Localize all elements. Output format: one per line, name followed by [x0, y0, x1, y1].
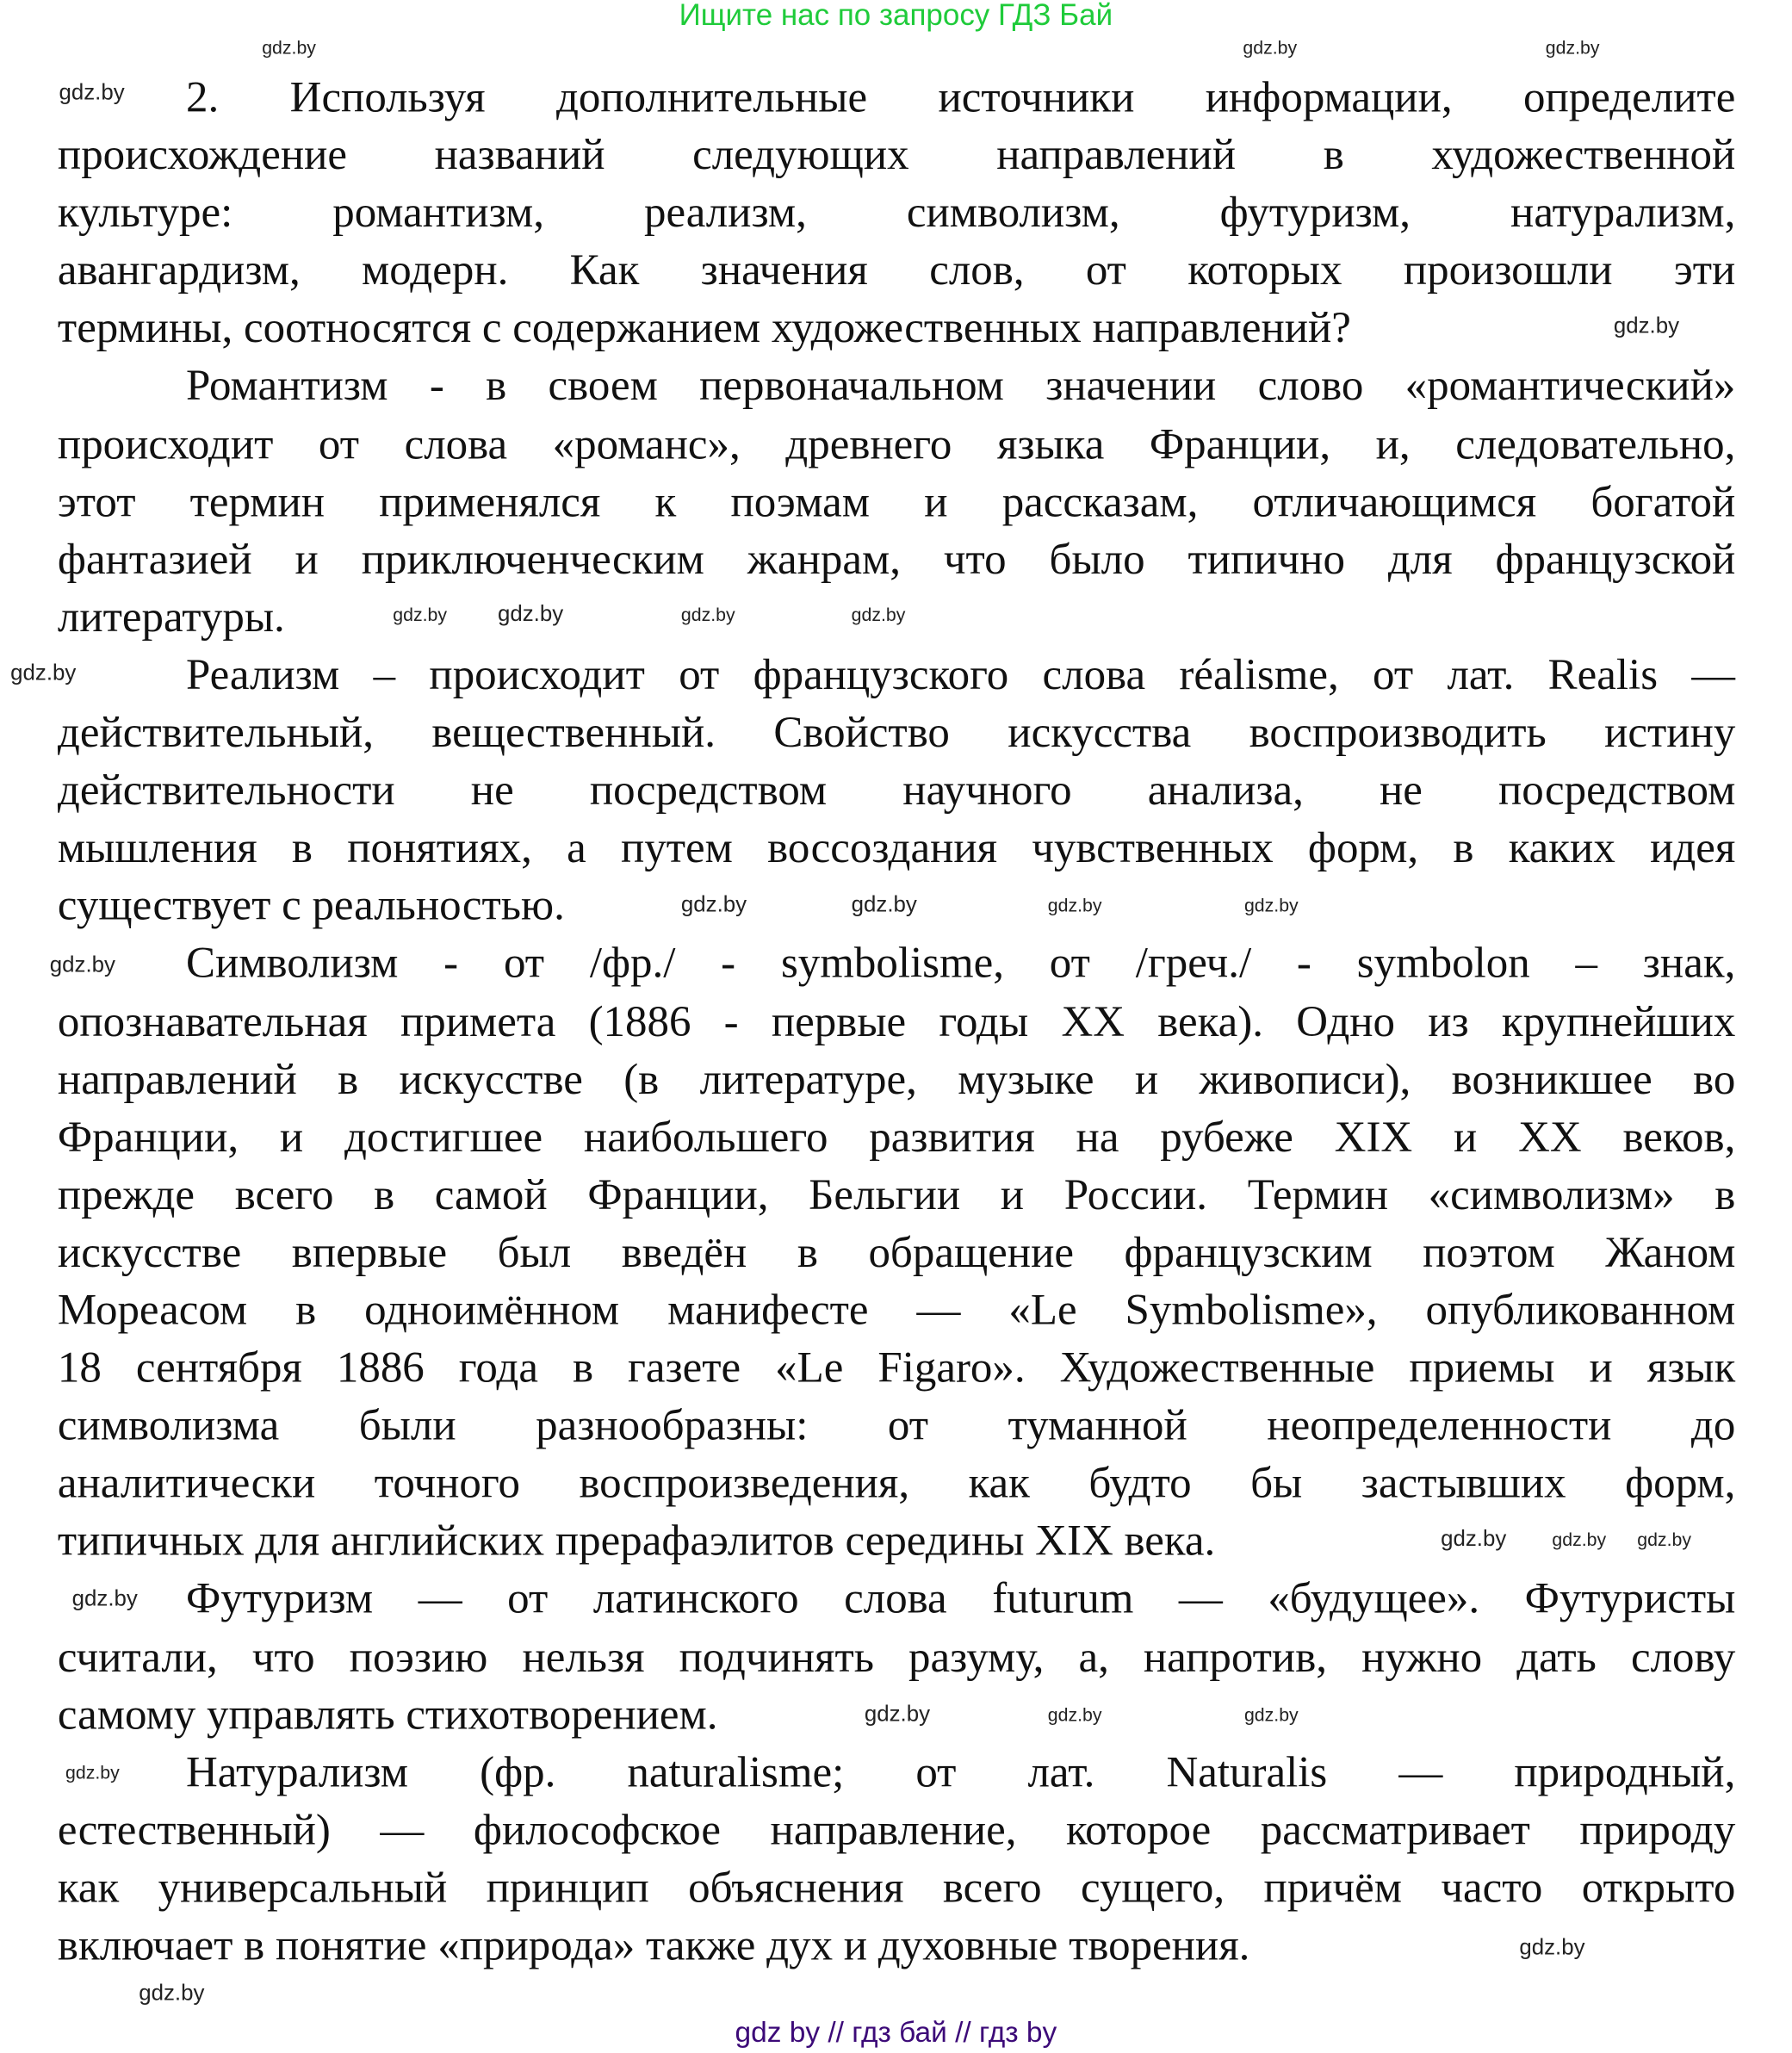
watermark: gdz.by — [851, 891, 917, 917]
text-line: культуре: романтизм, реализм, символизм, футуризм, натурализм, — [57, 189, 1736, 238]
text-line: искусстве впервые был введён в обращение французским поэтом Жаном — [57, 1228, 1736, 1277]
text-line: Мореасом в одноимённом манифесте — «Le Symbolisme», опубликованном — [57, 1286, 1736, 1335]
watermark: gdz.by — [59, 79, 125, 105]
text-line: фантазией и приключенческим жанрам, что было типично для французской — [57, 535, 1736, 584]
watermark: gdz.by — [864, 1701, 931, 1727]
watermark: gdz.by — [1552, 1529, 1607, 1550]
text-line: мышления в понятиях, а путем воссоздания чувственных форм, в каких идея — [57, 824, 1736, 873]
text-line: Символизм - от /фр./ - symbolisme, от /греч./ - symbolon – знак, — [185, 940, 1736, 989]
document-body — [58, 70, 1735, 1975]
watermark: gdz.by — [262, 36, 316, 58]
text-line: Франции, и достигшее наибольшего развития на рубеже XIX и XX веков, — [57, 1113, 1736, 1162]
watermark: gdz.by — [1243, 894, 1299, 916]
text-line: 18 сентября 1886 года в газете «Le Figaro». Художественные приемы и язык — [57, 1343, 1736, 1392]
text-line: опознавательная примета (1886 - первые годы XX века). Одно из крупнейших — [57, 997, 1736, 1046]
text-line: этот термин применялся к поэмам и рассказам, отличающимся богатой — [57, 477, 1736, 526]
watermark: gdz.by — [1613, 313, 1680, 338]
watermark: gdz.by — [65, 1761, 120, 1783]
text-line: авангардизм, модерн. Как значения слов, от которых произошли эти — [57, 246, 1736, 295]
watermark: gdz.by — [393, 604, 448, 625]
watermark: gdz.by — [1637, 1529, 1691, 1550]
watermark: gdz.by — [1047, 1703, 1102, 1726]
watermark: gdz.by — [139, 1980, 205, 2006]
text-line: существует с реальностью. — [57, 882, 565, 931]
text-line: аналитически точного воспроизведения, как будто бы застывших форм, — [57, 1459, 1736, 1509]
watermark: gdz.by — [1441, 1525, 1507, 1551]
watermark: gdz.by — [1545, 36, 1600, 58]
text-line: прежде всего в самой Франции, Бельгии и России. Термин «символизм» в — [57, 1170, 1736, 1219]
watermark: gdz.by — [680, 604, 735, 625]
text-line: действительности не посредством научного анализа, не посредством — [57, 766, 1736, 816]
watermark: gdz.by — [497, 601, 564, 627]
text-line: направлений в искусстве (в литературе, музыке и живописи), возникшее во — [57, 1055, 1736, 1104]
watermark: gdz.by — [1519, 1934, 1585, 1960]
text-line: термины, соотносятся с содержанием художественных направлений? — [57, 304, 1351, 353]
text-line: типичных для английских прерафаэлитов середины XIX века. — [57, 1516, 1216, 1566]
text-line: самому управлять стихотворением. — [57, 1690, 718, 1740]
watermark: gdz.by — [10, 660, 77, 685]
watermark: gdz.by — [1047, 894, 1102, 916]
watermark: gdz.by — [49, 952, 115, 977]
text-line: происходит от слова «романс», древнего языка Франции, и, следовательно, — [57, 419, 1736, 468]
footer-links[interactable]: gdz by // гдз бай // гдз by — [735, 2015, 1057, 2049]
search-banner: Ищите нас по запросу ГДЗ Бай — [679, 0, 1113, 32]
text-line: включает в понятие «природа» также дух и духовные творения. — [57, 1921, 1250, 1970]
text-line: Футуризм — от латинского слова futurum — «будущее». Футуристы — [185, 1574, 1736, 1624]
text-line: Реализм – происходит от французского слова réalisme, от лат. Realis — — [185, 650, 1736, 700]
text-line: Романтизм - в своем первоначальном значении слово «романтический» — [185, 362, 1736, 411]
text-line: символизма были разнообразны: от туманной неопределенности до — [57, 1401, 1736, 1450]
text-line: действительный, вещественный. Свойство искусства воспроизводить истину — [57, 708, 1736, 758]
watermark: gdz.by — [1243, 1703, 1299, 1726]
text-line: как универсальный принцип объяснения всего сущего, причём часто открыто — [57, 1864, 1736, 1913]
watermark: gdz.by — [1243, 36, 1298, 58]
text-line: происхождение названий следующих направлений в художественной — [57, 131, 1736, 180]
text-line: считали, что поэзию нельзя подчинять разуму, а, напротив, нужно дать слову — [57, 1632, 1736, 1682]
text-line: Натурализм (фр. naturalisme; от лат. Naturalis — природный, — [185, 1748, 1736, 1797]
text-line: 2. Используя дополнительные источники информации, определите — [185, 73, 1736, 122]
text-line: литературы. — [57, 592, 285, 642]
watermark: gdz.by — [680, 891, 747, 917]
watermark: gdz.by — [71, 1585, 138, 1611]
watermark: gdz.by — [851, 604, 906, 625]
text-line: естественный) — философское направление, которое рассматривает природу — [57, 1806, 1736, 1855]
